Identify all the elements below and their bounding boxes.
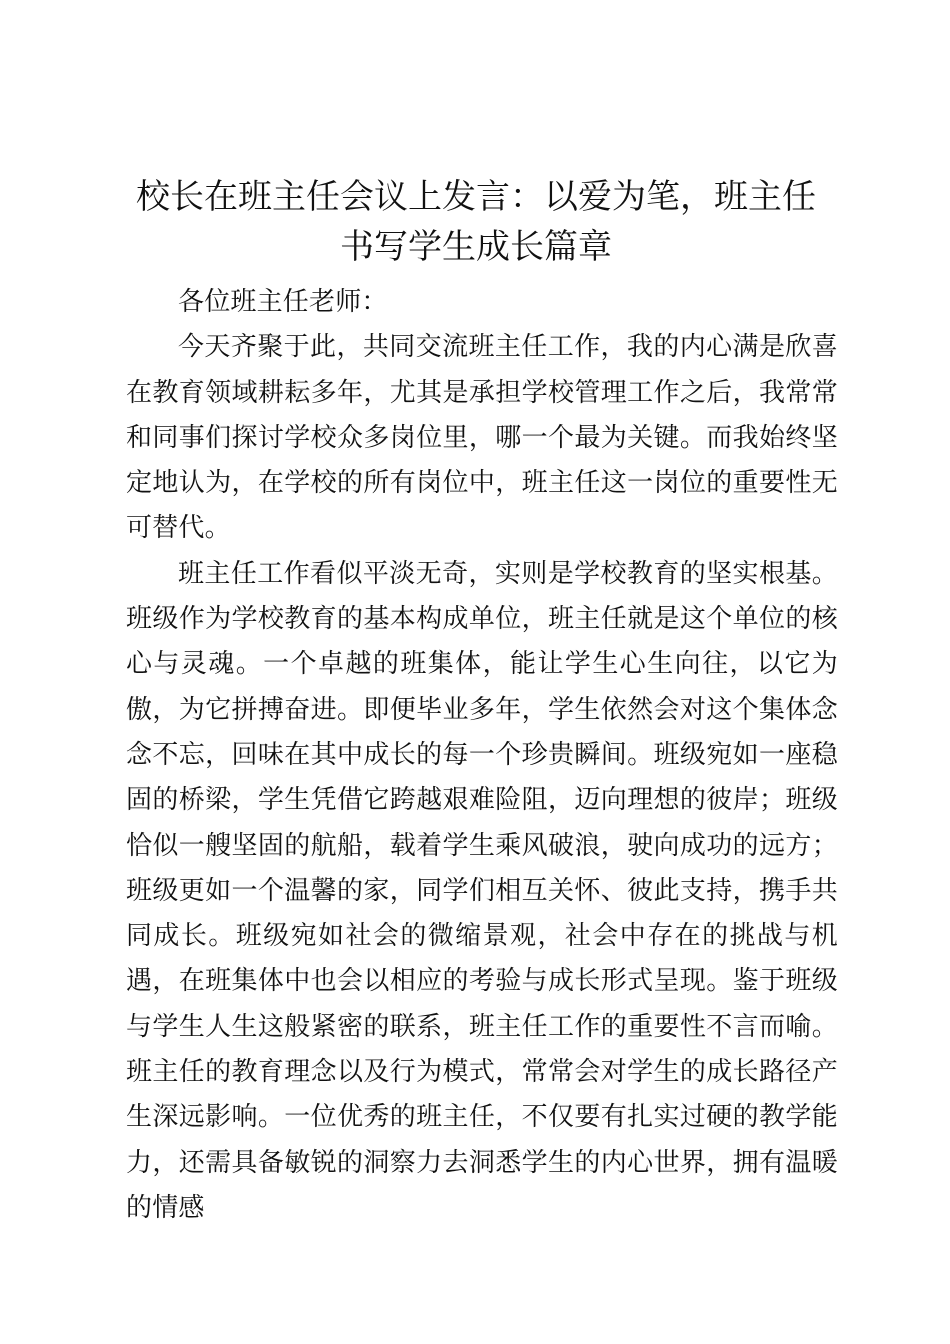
document-body [126, 280, 838, 1231]
body-paragraph: 班主任工作看似平淡无奇，实则是学校教育的坚实根基。班级作为学校教育的基本构成单位，班主任就是这个单位的核心与灵魂。一个卓越的班集体，能让学生心生向往，以它为傲，为它拼搏奋进。即便毕业多年，学生依然会对这个集体念念不忘，回味在其中成长的每一个珍贵瞬间。班级宛如一座稳固的桥梁，学生凭借它跨越艰难险阻，迈向理想的彼岸；班级恰似一艘坚固的航船，载着学生乘风破浪，驶向成功的远方；班级更如一个温馨的家，同学们相互关怀、彼此支持，携手共同成长。班级宛如社会的微缩景观，社会中存在的挑战与机遇，在班集体中也会以相应的考验与成长形式呈现。鉴于班级与学生人生这般紧密的联系，班主任工作的重要性不言而喻。班主任的教育理念以及行为模式，常常会对学生的成长路径产生深远影响。一位优秀的班主任，不仅要有扎实过硬的教学能力，还需具备敏锐的洞察力去洞悉学生的内心世界，拥有温暖的情感 [126, 558, 838, 1223]
body-paragraph: 今天齐聚于此，共同交流班主任工作，我的内心满是欣喜在教育领域耕耘多年，尤其是承担学校管理工作之后，我常常和同事们探讨学校众多岗位里，哪一个最为关键。而我始终坚定地认为，在学校的所有岗位中，班主任这一岗位的重要性无可替代。 [126, 332, 838, 544]
salutation-paragraph: 各位班主任老师： [178, 287, 388, 317]
document-title: 校长在班主任会议上发言：以爱为笔，班主任书写学生成长篇章 [136, 177, 816, 267]
